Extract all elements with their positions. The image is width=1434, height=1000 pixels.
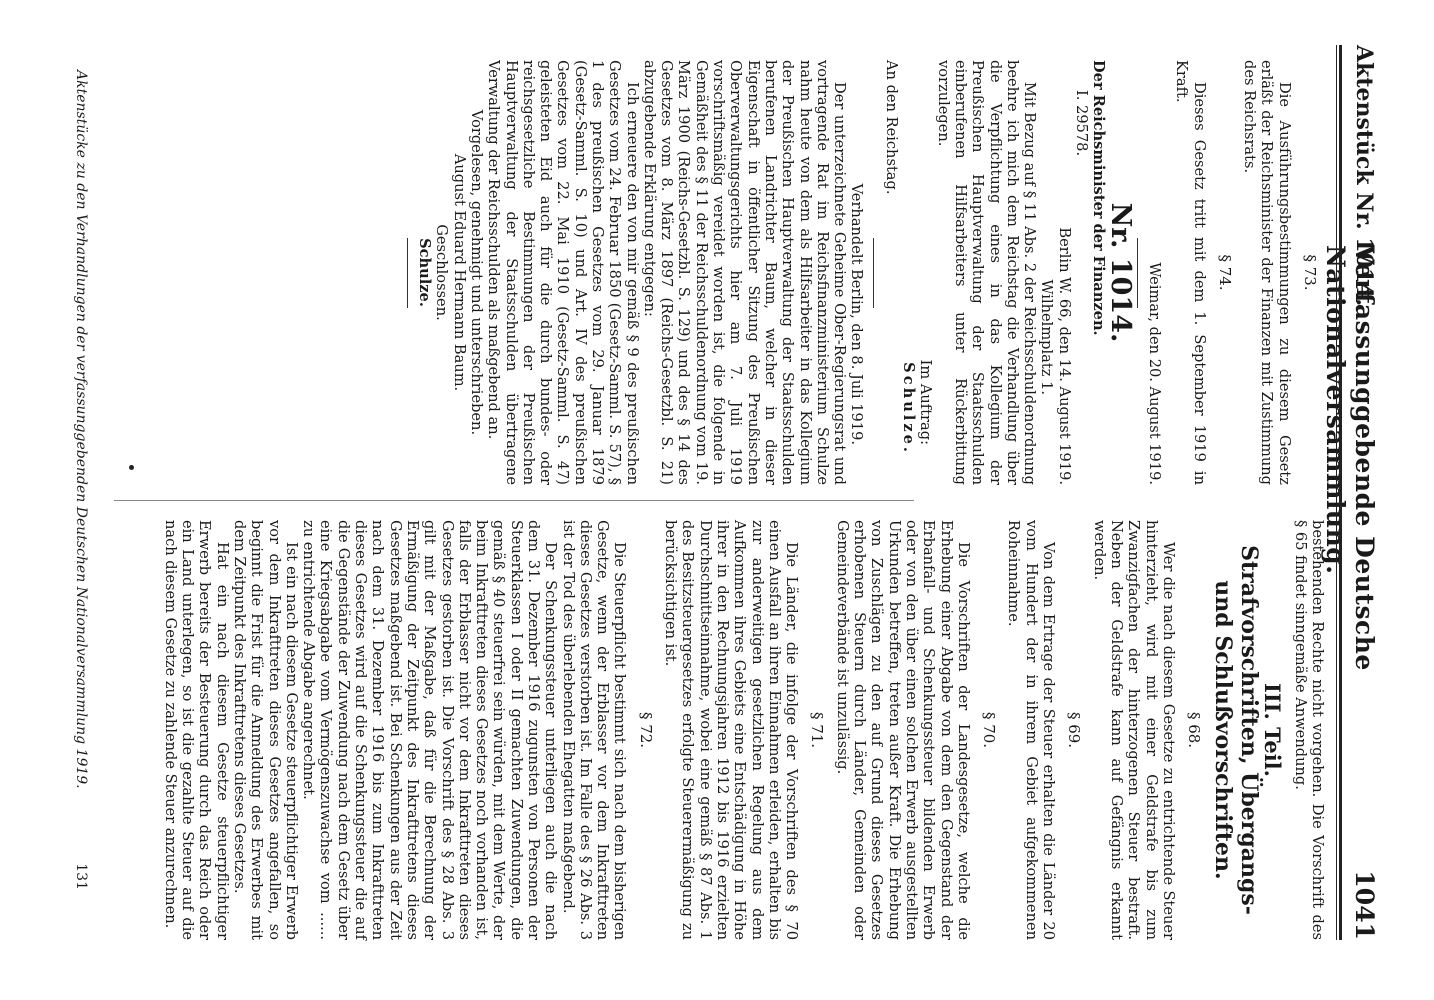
- paragraph-72a: Die Steuerpflicht bestimmt sich nach dem bisherigen Gesetze, wenn der Erblasser vor dem Inkrafttreten dieses Gesetzes verstorben ist. Im Falle des § 26 Abs. 3 ist der Tod des überlebenden Ehegatten maßgebend.: [559, 520, 629, 940]
- signature-baum: August Eduard Hermann Baum.: [450, 153, 468, 392]
- reference-number: I. 29578.: [1073, 90, 1091, 157]
- section-70: § 70.: [980, 711, 999, 749]
- protocol-body: Der unterzeichnete Geheime Ober-Regierungsrat und vortragende Rat im Reichsfinanzministerium Schulze nahm heute von dem als Hilfsarbeiter in das Kollegium der Preußischen Hauptverwaltung der Staatsschulden berufenen Landrichter Baum, welcher in dieser Eigenschaft in öffentlicher Sitzung des Preußischen Oberverwaltungsgerichts hier am 7. Juli 1919 vorschriftsmäßig vereidet worden ist, die folgende in Gemäßheit des § 11 der Reichsschuldenordnung vom 19. März 1900 (Reichs-Gesetzbl. S. 129) und des § 14 des Gesetzes vom 8. März 1897 (Reichs-Gesetzbl. S. 21) abzugebende Erklärung entgegen:: [640, 60, 849, 485]
- recipient: An den Reichstag.: [882, 60, 900, 195]
- document-heading: Nr. 1014.: [1104, 202, 1136, 343]
- page-footer: [73, 70, 89, 930]
- section-68: § 68.: [1185, 711, 1204, 749]
- page-header: [1321, 45, 1379, 940]
- paragraph-73: Die Ausführungsbestimmungen zu diesem Gesetz erläßt der Reichsminister der Finanzen mit Zustimmung des Reichsrats.: [1241, 60, 1293, 485]
- paragraph-71: Die Länder, die infolge der Vorschriften des § 70 einen Ausfall an ihren Einnahmen erleiden, erhalten bis zur anderweitigen gesetzlichen Regelung aus dem Aufkommen ihres Gebiets eine Entschädigung in Höhe ihrer in den Rechnungsjahren 1912 bis 1916 erzielten Durchschnittseinnahme, wobei eine gemäß § 87 Abs. 1 des Besitzsteuergesetzes erfolgte Steuerermäßigung zu berücksichtigen ist.: [662, 520, 801, 940]
- paragraph-70: Die Vorschriften der Landesgesetze, welche die Erhebung einer Abgabe von dem den Gegenstand der Erbanfall- und Schenkungssteuer bildenden Erwerb oder von den über einen solchen Erwerb ausgestellten Urkunden betreffen, treten außer Kraft. Die Erhebung von Zuschlägen zu den auf Grund dieses Gesetzes erhobenen Steuern durch Länder, Gemeinden oder Gemeindeverbände ist unzulässig.: [833, 520, 972, 940]
- paragraph-72c: Ist ein nach diesem Gesetze steuerpflichtiger Erwerb vor dem Inkrafttreten dieses Gesetzes angefallen, so beginnt die Frist für die Anmeldung des Erwerbes mit dem Zeitpunkt des Inkrafttretens dieses Gesetzes.: [230, 520, 300, 940]
- oath-text: Ich erneuere den von mir gemäß § 9 des preußischen Gesetzes vom 24. Februar 1850 (Gesetz-Samml. S. 57), § 1 des preußischen Gesetzes vom 29. Januar 1879 (Gesetz-Samml. S. 10) und Art. IV des preußischen Gesetzes vom 22. Mai 1910 (Gesetz-Samml. S. 47) geleisteten Eid auch für die durch bundes- oder reichsgesetzliche Bestimmungen der Preußischen Hauptverwaltung der Staatsschulden übertragene Verwaltung der Reichsschulden als maßgebend an.: [485, 60, 641, 485]
- protocol-date: Verhandelt Berlin, den 8. Juli 1919.: [848, 183, 866, 445]
- paragraph-68: Wer die nach diesem Gesetze zu entrichtende Steuer hinterzieht, wird mit einer Geldstrafe bis zum Zwanzigfachen der hinterzogenen Steuer bestraft. Neben der Geldstrafe kann auf Gefängnis erkannt werden.: [1090, 520, 1177, 940]
- right-column: [399, 60, 1326, 485]
- signature-schulze: Schulze.: [900, 362, 918, 455]
- paragraph-72b: Der Schenkungssteuer unterliegen auch die nach dem 31. Dezember 1916 zugunsten von Personen der Steuerklassen I oder II gemachten Zuwendungen, die gemäß § 40 steuerfrei sein würden, mit dem Werte, der beim Inkrafttreten dieses Gesetzes noch vorhanden ist, falls der Erblasser nicht vor dem Inkrafttreten dieses Gesetzes gestorben ist. Die Vorschrift des § 28 Abs. 3 gilt mit der Maßgabe, daß für die Berechnung der Ermäßigung der Zeitpunkt des Inkrafttretens dieses Gesetzes maßgebend ist. Bei Schenkungen aus der Zeit nach dem 31. Dezember 1916 bis zum Inkrafttreten dieses Gesetzes wird auf die Schenkungssteuer die auf die Gegenstände der Zuwendung nach dem Gesetz über eine Kriegsabgabe vom Vermögenszuwachse vom ...... zu entrichtende Abgabe angerechnet.: [300, 520, 560, 940]
- section-71: § 71.: [808, 711, 827, 749]
- sender: Der Reichsminister der Finanzen.: [1090, 60, 1108, 336]
- document-number: Aktenstück Nr. 1014.: [1351, 45, 1377, 307]
- signature-schulze-2: Schulze.: [416, 238, 434, 307]
- separator-rule-2: [873, 238, 874, 308]
- margin-mark: [129, 465, 134, 470]
- page-title: Verfassunggebende Deutsche Nationalversammlung.: [1321, 245, 1379, 671]
- header-rule: [1339, 45, 1342, 940]
- page-number: 1041: [1350, 870, 1379, 940]
- part-heading: III. Teil.: [1260, 683, 1286, 777]
- letter-date: Berlin W. 66, den 14. August 1919.: [1055, 227, 1073, 485]
- sheet-number: 131: [73, 863, 89, 890]
- separator-rule-3: [407, 238, 408, 308]
- place-date: Weimar, den 20. August 1919.: [1145, 262, 1163, 485]
- separator-rule: [1137, 238, 1138, 308]
- section-74: § 74.: [1215, 254, 1234, 291]
- footer-title: Aktenstücke zu den Verhandlungen der verfassunggebenden Deutschen Nationalversammlung 1919.: [73, 70, 89, 789]
- header-rule-thin: [1336, 45, 1337, 940]
- section-72: § 72.: [636, 711, 655, 749]
- part-title: Strafvorschriften, Übergangs- und Schlußvorschriften.: [1210, 545, 1263, 915]
- paragraph-72d: Hat ein nach diesem Gesetze steuerpflichtiger Erwerb bereits der Besteuerung durch das Reich oder ein Land unterlegen, so ist die gezahlte Steuer auf die nach diesem Gesetze zu zahlende Steuer anzurechnen.: [161, 520, 231, 940]
- column-divider: [114, 500, 914, 501]
- letter-address: Wilhelmplatz 1.: [1038, 279, 1056, 395]
- paragraph-69: Von dem Ertrage der Steuer erhalten die Länder 20 vom Hundert der in ihrem Gebiet aufgekommenen Roheinnahme.: [1005, 520, 1058, 940]
- read-approved-signed: Vorgelesen, genehmigt und unterschrieben.: [467, 109, 485, 436]
- letter-body: Mit Bezug auf § 11 Abs. 2 der Reichsschuldenordnung beehre ich mich dem Reichstag die Verhandlung über die Verpflichtung eines in das Kollegium der Preußischen Hauptverwaltung der Staatsschulden einberufenen Hilfsarbeiters unter Rückerbittung vorzulegen.: [934, 60, 1039, 485]
- on-behalf: Im Auftrag:: [917, 359, 935, 445]
- paragraph-carryover: bestehenden Rechte nicht vorgehen. Die Vorschrift des § 65 findet sinngemäße Anwendung.: [1291, 520, 1326, 940]
- closed-note: Geschlossen.: [433, 224, 451, 321]
- section-69: § 69.: [1065, 711, 1084, 749]
- left-column: [161, 520, 1326, 940]
- section-73: § 73.: [1301, 254, 1319, 291]
- paragraph-74: Dieses Gesetz tritt mit dem 1. September 1919 in Kraft.: [1173, 60, 1208, 485]
